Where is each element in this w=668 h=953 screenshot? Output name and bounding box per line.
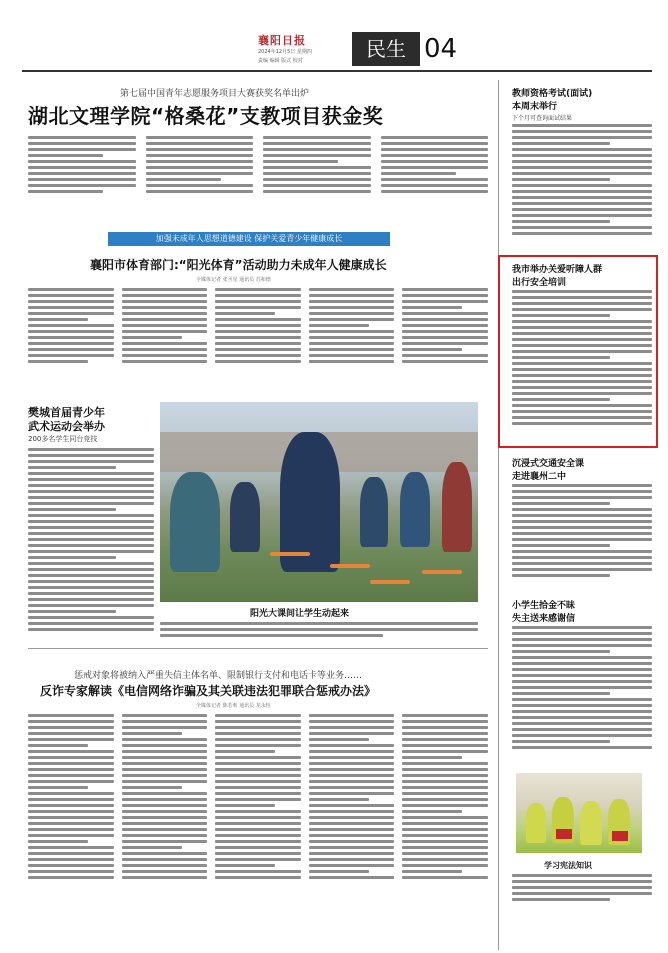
exam-subtitle: 下个月可查询面试结果 bbox=[512, 115, 573, 122]
honest-body bbox=[512, 626, 652, 766]
martial-subtitle: 200多名学生同台竞技 bbox=[28, 435, 98, 443]
issue-date: 2024年12月5日 星期四 bbox=[258, 49, 312, 55]
martial-title-2: 武术运动会举办 bbox=[28, 420, 105, 433]
sports-body bbox=[28, 288, 488, 396]
traffic-title-2: 走进襄州二中 bbox=[512, 472, 567, 482]
lead-body bbox=[28, 136, 488, 222]
hearing-title-2: 出行安全培训 bbox=[512, 278, 567, 288]
traffic-title: 沉浸式交通安全课 bbox=[512, 459, 585, 469]
law-study-photo bbox=[516, 773, 642, 853]
exam-title-2: 本周末举行 bbox=[512, 102, 558, 112]
section-label: 民生 bbox=[352, 32, 420, 66]
fraud-byline: 全媒体记者 陈若莉 通讯员 龙永恒 bbox=[196, 703, 271, 709]
honest-title-2: 失主送来感谢信 bbox=[512, 614, 576, 624]
masthead bbox=[22, 30, 652, 72]
editor-credits: 责编 编辑 版式 校对 bbox=[258, 58, 303, 64]
honest-title: 小学生拾金不昧 bbox=[512, 601, 576, 611]
law-study-body bbox=[512, 874, 652, 940]
law-study-caption: 学习宪法知识 bbox=[544, 861, 592, 870]
photo-caption-body bbox=[160, 622, 478, 642]
exam-title: 教师资格考试(面试) bbox=[512, 89, 593, 99]
sports-headline: 襄阳市体育部门:“阳光体育”活动助力未成年人健康成长 bbox=[90, 258, 387, 272]
fraud-headline: 反诈专家解读《电信网络诈骗及其关联违法犯罪联合惩戒办法》 bbox=[40, 684, 377, 698]
newspaper-brand: 襄阳日报 bbox=[258, 34, 306, 47]
fraud-body bbox=[28, 714, 488, 942]
column-divider bbox=[498, 80, 499, 950]
section-divider bbox=[28, 648, 488, 649]
fraud-kicker: 惩戒对象将被纳入严重失信主体名单、限制银行支付和电话卡等业务…… bbox=[74, 671, 363, 681]
hearing-title: 我市举办关爱听障人群 bbox=[512, 265, 603, 275]
lead-headline: 湖北文理学院“格桑花”支教项目获金奖 bbox=[28, 104, 384, 128]
exam-body bbox=[512, 124, 652, 244]
traffic-body bbox=[512, 484, 652, 586]
photo-caption: 阳光大课间让学生动起来 bbox=[250, 609, 350, 619]
martial-body bbox=[28, 448, 154, 644]
hearing-body bbox=[512, 290, 652, 440]
students-running-photo bbox=[160, 402, 478, 602]
campaign-band: 加强未成年人思想道德建设 保护关爱青少年健康成长 bbox=[108, 232, 390, 246]
martial-title: 樊城首届青少年 bbox=[28, 406, 105, 419]
sports-byline: 全媒体记者 张丞星 通讯员 苏和德 bbox=[196, 277, 271, 283]
lead-kicker: 第七届中国青年志愿服务项目大赛获奖名单出炉 bbox=[120, 89, 310, 99]
page-number: 04 bbox=[424, 34, 458, 64]
